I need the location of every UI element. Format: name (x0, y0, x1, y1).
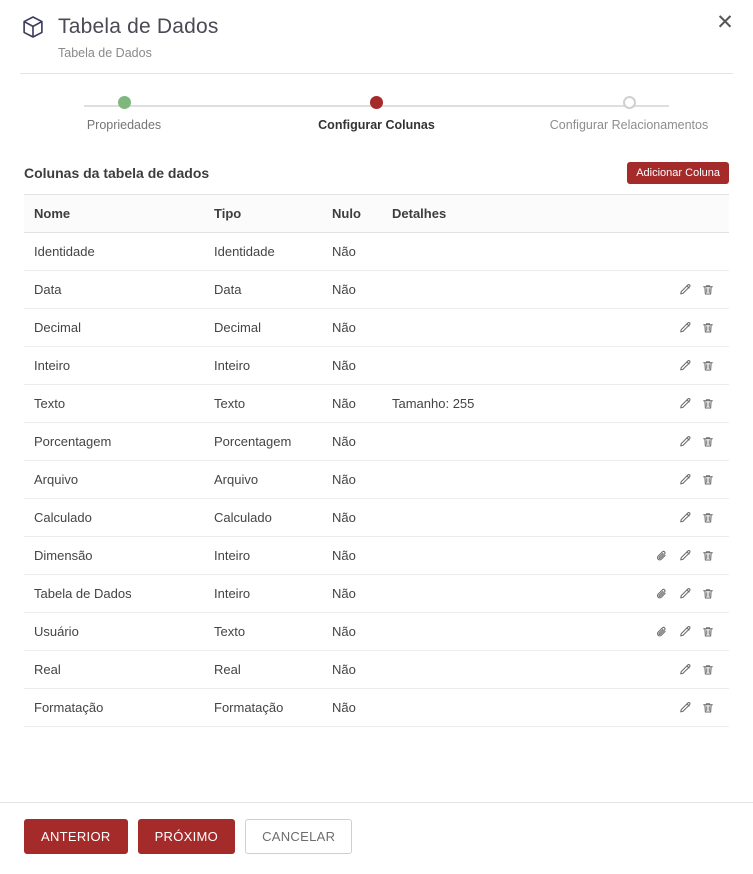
delete-icon[interactable] (701, 321, 715, 335)
row-actions (639, 435, 719, 449)
cell-acoes (629, 461, 729, 499)
section-title: Colunas da tabela de dados (24, 165, 210, 181)
cell-detalhes (382, 651, 629, 689)
cell-acoes (629, 537, 729, 575)
row-actions (639, 625, 719, 639)
cell-nome: Identidade (24, 233, 204, 271)
delete-icon[interactable] (701, 473, 715, 487)
cell-detalhes (382, 271, 629, 309)
cell-acoes (629, 499, 729, 537)
table-row (24, 271, 729, 309)
table-row (24, 689, 729, 727)
cell-nome: Calculado (24, 499, 204, 537)
cell-nulo: Não (322, 461, 382, 499)
column-header-nome: Nome (24, 195, 204, 233)
table-row (24, 233, 729, 271)
cell-detalhes (382, 575, 629, 613)
cell-tipo: Texto (204, 385, 322, 423)
column-header-nulo: Nulo (322, 195, 382, 233)
table-row (24, 347, 729, 385)
dialog-header (0, 0, 753, 74)
wizard-stepper (24, 96, 729, 142)
edit-icon[interactable] (678, 625, 692, 639)
row-actions (639, 359, 719, 373)
cell-nulo: Não (322, 347, 382, 385)
cell-nulo: Não (322, 575, 382, 613)
table-row (24, 385, 729, 423)
row-actions (639, 397, 719, 411)
cell-tipo: Texto (204, 613, 322, 651)
cell-detalhes (382, 537, 629, 575)
cell-tipo: Real (204, 651, 322, 689)
page-title: Tabela de Dados (58, 15, 219, 38)
cell-acoes (629, 233, 729, 271)
delete-icon[interactable] (701, 549, 715, 563)
edit-icon[interactable] (678, 549, 692, 563)
cell-tipo: Arquivo (204, 461, 322, 499)
cell-acoes (629, 689, 729, 727)
cube-icon (20, 14, 46, 40)
cell-nulo: Não (322, 499, 382, 537)
table-body (24, 233, 729, 727)
link-icon[interactable] (655, 625, 669, 639)
row-actions (639, 663, 719, 677)
row-actions (639, 587, 719, 601)
row-actions (639, 321, 719, 335)
cell-acoes (629, 613, 729, 651)
cell-nome: Formatação (24, 689, 204, 727)
delete-icon[interactable] (701, 283, 715, 297)
edit-icon[interactable] (678, 359, 692, 373)
edit-icon[interactable] (678, 511, 692, 525)
cell-nome: Usuário (24, 613, 204, 651)
row-actions (639, 549, 719, 563)
cell-nome: Real (24, 651, 204, 689)
cell-nome: Dimensão (24, 537, 204, 575)
cell-acoes (629, 651, 729, 689)
step-label: Configurar Colunas (318, 118, 435, 132)
edit-icon[interactable] (678, 663, 692, 677)
header-divider (20, 73, 733, 74)
cell-tipo: Calculado (204, 499, 322, 537)
next-button[interactable]: PRÓXIMO (138, 819, 236, 854)
step-dot-icon (118, 96, 131, 109)
delete-icon[interactable] (701, 587, 715, 601)
cell-detalhes (382, 423, 629, 461)
cell-nome: Inteiro (24, 347, 204, 385)
row-actions (639, 473, 719, 487)
breadcrumb: Tabela de Dados (58, 46, 152, 60)
cell-acoes (629, 385, 729, 423)
cell-tipo: Formatação (204, 689, 322, 727)
column-header-detalhes: Detalhes (382, 195, 629, 233)
cancel-button[interactable]: CANCELAR (245, 819, 352, 854)
cell-nulo: Não (322, 613, 382, 651)
delete-icon[interactable] (701, 511, 715, 525)
delete-icon[interactable] (701, 663, 715, 677)
edit-icon[interactable] (678, 587, 692, 601)
delete-icon[interactable] (701, 701, 715, 715)
row-actions (639, 701, 719, 715)
delete-icon[interactable] (701, 435, 715, 449)
columns-section (24, 162, 729, 802)
close-icon[interactable]: ✕ (711, 8, 739, 36)
step-dot-icon (623, 96, 636, 109)
cell-nulo: Não (322, 651, 382, 689)
step-label: Configurar Relacionamentos (549, 118, 709, 132)
row-actions (639, 283, 719, 297)
cell-acoes (629, 271, 729, 309)
cell-tipo: Inteiro (204, 575, 322, 613)
table-header-row (24, 195, 729, 233)
cell-tipo: Data (204, 271, 322, 309)
table-row (24, 613, 729, 651)
cell-nome: Texto (24, 385, 204, 423)
cell-nulo: Não (322, 309, 382, 347)
previous-button[interactable]: ANTERIOR (24, 819, 128, 854)
cell-acoes (629, 347, 729, 385)
delete-icon[interactable] (701, 397, 715, 411)
column-header-acoes (629, 195, 729, 233)
link-icon[interactable] (655, 587, 669, 601)
columns-table (24, 194, 729, 727)
delete-icon[interactable] (701, 625, 715, 639)
table-row (24, 651, 729, 689)
cell-nome: Porcentagem (24, 423, 204, 461)
edit-icon[interactable] (678, 321, 692, 335)
table-row (24, 461, 729, 499)
add-column-button[interactable]: Adicionar Coluna (627, 162, 729, 184)
cell-nulo: Não (322, 689, 382, 727)
cell-detalhes (382, 499, 629, 537)
table-row (24, 499, 729, 537)
cell-tipo: Inteiro (204, 347, 322, 385)
link-icon[interactable] (655, 549, 669, 563)
cell-nome: Data (24, 271, 204, 309)
cell-acoes (629, 423, 729, 461)
step-propriedades[interactable] (24, 96, 224, 132)
table-row (24, 575, 729, 613)
cell-tipo: Decimal (204, 309, 322, 347)
cell-tipo: Porcentagem (204, 423, 322, 461)
table-row (24, 537, 729, 575)
table-row (24, 309, 729, 347)
cell-detalhes (382, 689, 629, 727)
cell-detalhes (382, 233, 629, 271)
cell-nulo: Não (322, 537, 382, 575)
step-dot-icon (370, 96, 383, 109)
step-configurar-colunas[interactable] (277, 96, 477, 132)
cell-acoes (629, 309, 729, 347)
cell-nulo: Não (322, 271, 382, 309)
table-row (24, 423, 729, 461)
cell-nulo: Não (322, 385, 382, 423)
cell-nome: Arquivo (24, 461, 204, 499)
delete-icon[interactable] (701, 359, 715, 373)
cell-detalhes: Tamanho: 255 (382, 385, 629, 423)
cell-nome: Decimal (24, 309, 204, 347)
cell-tipo: Inteiro (204, 537, 322, 575)
cell-nulo: Não (322, 423, 382, 461)
cell-detalhes (382, 347, 629, 385)
edit-icon[interactable] (678, 701, 692, 715)
cell-detalhes (382, 461, 629, 499)
cell-nome: Tabela de Dados (24, 575, 204, 613)
step-label: Propriedades (86, 118, 162, 132)
cell-acoes (629, 575, 729, 613)
step-configurar-relacionamentos[interactable] (529, 96, 729, 132)
row-actions (639, 511, 719, 525)
edit-icon[interactable] (678, 283, 692, 297)
cell-detalhes (382, 309, 629, 347)
cell-nulo: Não (322, 233, 382, 271)
edit-icon[interactable] (678, 397, 692, 411)
column-header-tipo: Tipo (204, 195, 322, 233)
edit-icon[interactable] (678, 473, 692, 487)
cell-tipo: Identidade (204, 233, 322, 271)
dialog-footer (0, 802, 753, 874)
edit-icon[interactable] (678, 435, 692, 449)
cell-detalhes (382, 613, 629, 651)
